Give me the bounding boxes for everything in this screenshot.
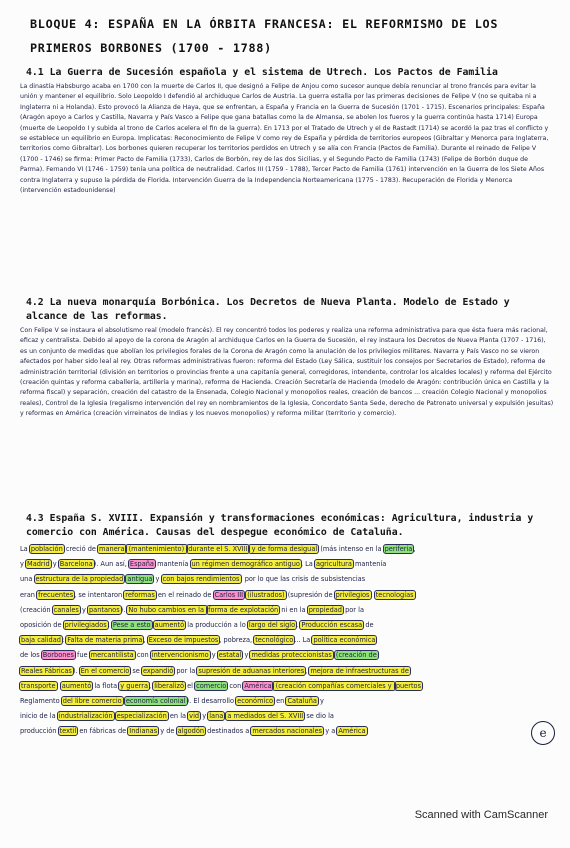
plain-phrase: de los bbox=[20, 651, 42, 660]
section-4-2 bbox=[20, 296, 554, 420]
highlighted-phrase: Falta de materia prima bbox=[67, 636, 143, 645]
highlighted-phrase: supresión de aduanas interiores bbox=[198, 666, 305, 675]
highlighted-phrase: un régimen demográfico antiguo bbox=[191, 560, 300, 569]
highlighted-phrase: económico bbox=[237, 697, 273, 706]
plain-phrase: y bbox=[200, 712, 209, 721]
plain-phrase: . bbox=[296, 621, 301, 630]
highlighted-phrase: España bbox=[129, 560, 154, 569]
scanner-watermark: Scanned with CamScanner bbox=[414, 809, 548, 821]
highlighted-line bbox=[20, 557, 554, 572]
highlighted-phrase: tecnológico bbox=[255, 636, 294, 645]
plain-phrase: (más intenso en la bbox=[318, 545, 384, 553]
highlighted-phrase: (creación de bbox=[335, 651, 377, 660]
highlighted-phrase: reformas bbox=[125, 590, 155, 599]
plain-phrase: creció de bbox=[63, 545, 99, 553]
plain-phrase: inicio de la bbox=[20, 712, 58, 721]
plain-phrase: . bbox=[107, 621, 112, 630]
highlighted-phrase: con bajos rendimientos bbox=[162, 575, 240, 584]
plain-phrase: se dio la bbox=[304, 712, 334, 721]
plain-phrase: ... La bbox=[294, 636, 313, 645]
highlighted-line bbox=[20, 724, 554, 739]
highlighted-phrase: intervencionismo bbox=[151, 651, 209, 660]
plain-phrase: una bbox=[20, 575, 35, 584]
plain-phrase: , bbox=[149, 681, 154, 690]
plain-phrase: y bbox=[209, 651, 218, 660]
plain-phrase: por la bbox=[174, 666, 198, 675]
highlighted-phrase: vid bbox=[189, 712, 200, 721]
plain-phrase: (creación bbox=[20, 605, 53, 614]
plain-phrase: , bbox=[143, 636, 148, 645]
plain-phrase: , bbox=[370, 590, 375, 599]
plain-phrase: y de bbox=[158, 727, 177, 736]
highlighted-phrase: expandió bbox=[142, 666, 174, 675]
highlighted-phrase: Producción escasa bbox=[301, 621, 363, 630]
plain-phrase: con bbox=[227, 681, 244, 690]
page-mark-icon: e bbox=[531, 721, 555, 745]
highlighted-phrase: mejora de infraestructuras de bbox=[310, 666, 409, 675]
highlighted-phrase: largo del siglo bbox=[248, 621, 296, 630]
highlighted-phrase: algodón bbox=[177, 727, 205, 736]
plain-phrase: , pobreza, bbox=[219, 636, 255, 645]
plain-phrase: , por lo que las crisis de subsistencias bbox=[240, 575, 366, 584]
highlighted-phrase: puertos bbox=[395, 681, 421, 690]
section-4-1 bbox=[20, 66, 554, 196]
section-4-1-text: La dinastía Habsburgo acaba en 1700 con la muerte de Carlos II, que designó a Felipe de Anjou como sucesor aunque debía renunciar al trono francés para evitar la unión y mantener el equilibrio. Solo Leopoldo I defendió al archiduque Carlos de Austria. La guerra estalla por las primeras decisiones de Felipe V (no se quitaba ni a Inglaterra ni a Holanda). Esto provocó la Alianza de Haya, que se enfrentan, a España y Francia en la Guerra de Sucesión (1701 - 1715). Escenarios principales: España (Aragón apoyo a Carlos y Castilla, Navarra y País Vasco a Felipe que gana batallas como la de Almansa, se abolen los fueros y la guerra continúa hasta 1714) Europa (muerte de Leopoldo I y subida al trono de Carlos acelera el fin de la guerra). En 1713 por el Tratado de Utrech y el de Rastadt (1714) se acordó la paz tras el conflicto y se establece un equilibrio en Europa. Implicatas: Reconocimiento de Felipe V como rey de España y pérdida de territorios europeos (Gibraltar y Menorca para Inglaterra, territorios como Gibraltar). Los borbones quieren recuperar los territorios perdidos en Utrech y se alía con Francia (Pactos de Familia). Durante el reinado de Felipe V (1700 - 1746) se firma: Primer Pacto de Familia (1733), Carlos de Borbón, rey de las dos Sicilias, y el Segundo Pacto de Familia (1743) (Felipe de Borbón duque de Parma). Fernando VI (1746 - 1759) tenía una política de neutralidad. Carlos III (1759 - 1788), Tercer Pacto de Familia (1761) intervención en la Guerra de los Siete Años contra Inglaterra y supuso la pérdida de Florida. Intervención Guerra de la Independencia Norteamericana (1775 - 1783). Recuperación de Florida y Menorca (intervención estadounidense) bbox=[20, 83, 549, 195]
plain-phrase: : bbox=[61, 636, 67, 645]
plain-phrase: y bbox=[242, 651, 251, 660]
section-4-2-heading: 4.2 La nueva monarquía Borbónica. Los Decretos de Nueva Planta. Modelo de Estado y alcance de las reformas. bbox=[26, 297, 510, 322]
plain-phrase: ). bbox=[120, 605, 128, 614]
plain-phrase: con bbox=[134, 651, 151, 660]
highlighted-phrase: frecuentes bbox=[38, 590, 74, 599]
plain-phrase: y bbox=[20, 560, 26, 569]
plain-phrase: La bbox=[20, 545, 30, 553]
highlighted-phrase: industrialización bbox=[58, 712, 113, 721]
highlighted-phrase: (ilustrados) bbox=[247, 590, 285, 599]
highlighted-phrase: privilegiados bbox=[64, 621, 107, 630]
section-4-2-text: Con Felipe V se instaura el absolutismo real (modelo francés). El rey concentró todos los poderes y realiza una reforma administrativa para que ésta fuera más racional, eficaz y centralista. Debido al apoyo de la corona de Aragón al archiduque Carlos en la Guerra de Sucesión, el rey instaura los Decretos de Nueva Planta (1707 - 1716), es un conjunto de medidas que abolían los privilegios forales de la Corona de Aragón como la anulación de los privilegios militares. Navarra y País Vasco no se vieron afectados por haber sido leal al rey. Otras reformas administrativas fueron: reforma del Estado (Ley Sálica, sustituir los consejos por Secretarios de Estado), reforma de administración territorial (división en territorios o provincias frente a una capitanía general, corregidores, intendente, controlar los alcaldes locales) y reforma del Ejército (creación quintas y reforma caballería, artillería y marina), reforma de Hacienda. Creación Secretaría de Hacienda (modelo de Aragón: contribución única en Castilla y la reforma fiscal) y separación, creación del catastro de la Ensenada, Colegio Nacional y monopolios reales, creación de bancos ... creación Colegio Nacional y monopolios reales), Control de la Iglesia (regalismo intervención del rey en nombramientos de la Iglesia, Concordato Santa Sede, derecho de Patronato universal y expulsión jesuitas) y reformas en América (creación virreinatos de Indias y los nuevos monopolios) y reforma militar (territorio y comercio). bbox=[20, 327, 554, 418]
highlighted-line bbox=[20, 709, 554, 724]
highlighted-phrase: del libre comercio bbox=[62, 697, 122, 706]
highlighted-phrase: Reales Fábricas bbox=[21, 666, 72, 675]
plain-phrase: , bbox=[56, 681, 61, 690]
highlighted-phrase: (mantenimiento) bbox=[126, 545, 187, 553]
highlighted-line bbox=[20, 542, 554, 557]
plain-phrase: el bbox=[185, 681, 196, 690]
plain-phrase: y bbox=[50, 560, 59, 569]
highlighted-phrase: aumentó bbox=[154, 621, 185, 630]
highlighted-phrase: y de forma desigual bbox=[249, 545, 318, 553]
plain-phrase: y bbox=[317, 697, 324, 706]
highlighted-phrase: política económica bbox=[313, 636, 376, 645]
highlighted-line bbox=[20, 603, 554, 618]
plain-phrase: en la bbox=[167, 712, 189, 721]
section-4-1-heading: 4.1 La Guerra de Sucesión española y el sistema de Utrech. Los Pactos de Familia bbox=[26, 67, 498, 78]
highlighted-phrase: textil bbox=[59, 727, 77, 736]
plain-phrase: fue bbox=[74, 651, 90, 660]
highlighted-line bbox=[20, 588, 554, 603]
section-4-3-text bbox=[20, 542, 554, 740]
plain-phrase: por la bbox=[342, 605, 364, 614]
highlighted-phrase: Cataluña bbox=[287, 697, 317, 706]
plain-phrase: . bbox=[366, 727, 369, 736]
highlighted-phrase: periferia bbox=[384, 545, 413, 553]
plain-phrase: ). Aun así, bbox=[93, 560, 129, 569]
highlighted-phrase: y guerra bbox=[120, 681, 148, 690]
highlighted-phrase: medidas proteccionistas bbox=[251, 651, 332, 660]
plain-phrase: , se intentaron bbox=[74, 590, 125, 599]
highlighted-phrase: aumentó bbox=[61, 681, 92, 690]
plain-phrase: y a bbox=[323, 727, 338, 736]
highlighted-line bbox=[20, 664, 554, 679]
highlighted-phrase: estructura de la propiedad bbox=[35, 575, 124, 584]
title-line-1: BLOQUE 4: ESPAÑA EN LA ÓRBITA FRANCESA: EL REFORMISMO DE LOS bbox=[30, 17, 499, 31]
highlighted-phrase: Madrid bbox=[27, 560, 50, 569]
highlighted-phrase: población bbox=[30, 545, 63, 553]
highlighted-phrase: América bbox=[244, 681, 272, 690]
plain-phrase: se bbox=[130, 666, 142, 675]
plain-phrase: eran bbox=[20, 590, 38, 599]
highlighted-phrase: (creación compañías comerciales y bbox=[273, 681, 394, 690]
title-line-2: PRIMEROS BORBONES (1700 - 1788) bbox=[30, 41, 272, 55]
highlighted-phrase: Indianas bbox=[129, 727, 158, 736]
plain-phrase: la flota bbox=[92, 681, 120, 690]
highlighted-phrase: América bbox=[338, 727, 366, 736]
highlighted-phrase: mercantilista bbox=[90, 651, 134, 660]
plain-phrase: ni en la bbox=[279, 605, 308, 614]
highlighted-line bbox=[20, 572, 554, 587]
plain-phrase: , bbox=[413, 545, 416, 553]
section-4-3-heading: 4.3 España S. XVIII. Expansión y transformaciones económicas: Agricultura, industria y comercio con América. Causas del despegue económico de Cataluña. bbox=[26, 513, 534, 538]
highlighted-phrase: lana bbox=[209, 712, 224, 721]
plain-phrase: , bbox=[305, 666, 310, 675]
highlighted-phrase: canales bbox=[53, 605, 79, 614]
highlighted-phrase: agricultura bbox=[315, 560, 352, 569]
highlighted-line bbox=[20, 679, 554, 694]
plain-phrase: mantenía bbox=[154, 560, 191, 569]
plain-phrase: de bbox=[363, 621, 374, 630]
highlighted-line bbox=[20, 694, 554, 709]
highlighted-phrase: baja calidad bbox=[21, 636, 61, 645]
plain-phrase: destinados a bbox=[205, 727, 252, 736]
section-4-3 bbox=[20, 512, 554, 740]
plain-phrase: ). El desarrollo bbox=[186, 697, 237, 706]
highlighted-phrase: Carlos III bbox=[214, 590, 244, 599]
page-title bbox=[30, 12, 560, 60]
plain-phrase: producción bbox=[20, 727, 59, 736]
plain-phrase: en fábricas de bbox=[77, 727, 129, 736]
highlighted-phrase: economía colonial bbox=[125, 697, 186, 706]
highlighted-phrase: especialización bbox=[116, 712, 167, 721]
plain-phrase: mantenía bbox=[352, 560, 387, 569]
highlighted-line bbox=[20, 618, 554, 633]
plain-phrase: oposición de bbox=[20, 621, 64, 630]
plain-phrase: Reglamento bbox=[20, 697, 62, 706]
highlighted-phrase: manera bbox=[99, 545, 125, 553]
highlighted-phrase: propiedad bbox=[308, 605, 342, 614]
highlighted-phrase: privilegios bbox=[335, 590, 370, 599]
highlighted-line bbox=[20, 633, 554, 648]
highlighted-phrase: a mediados del S. XVIII bbox=[227, 712, 304, 721]
highlighted-phrase: comercio bbox=[196, 681, 227, 690]
plain-phrase: (supresión de bbox=[285, 590, 335, 599]
highlighted-phrase: pantanos bbox=[88, 605, 120, 614]
highlighted-phrase: Pese a esto bbox=[112, 621, 151, 630]
highlighted-phrase: transporte bbox=[21, 681, 56, 690]
plain-phrase: en el reinado de bbox=[155, 590, 214, 599]
highlighted-phrase: Exceso de impuestos bbox=[148, 636, 219, 645]
highlighted-phrase: mercados nacionales bbox=[252, 727, 323, 736]
plain-phrase: ). bbox=[72, 666, 80, 675]
highlighted-phrase: estatal bbox=[218, 651, 242, 660]
plain-phrase: en bbox=[274, 697, 287, 706]
highlighted-phrase: Borbones bbox=[42, 651, 74, 660]
highlighted-phrase: antigua bbox=[127, 575, 153, 584]
plain-phrase: y bbox=[153, 575, 162, 584]
plain-phrase: la producción a lo bbox=[185, 621, 248, 630]
highlighted-phrase: durante el S. XVIII bbox=[188, 545, 248, 553]
highlighted-line bbox=[20, 648, 554, 663]
highlighted-phrase: liberalizó bbox=[154, 681, 185, 690]
plain-phrase: y bbox=[79, 605, 88, 614]
plain-phrase: . La bbox=[300, 560, 315, 569]
highlighted-phrase: No hubo cambios en la bbox=[128, 605, 207, 614]
highlighted-phrase: Barcelona bbox=[59, 560, 93, 569]
highlighted-phrase: tecnologías bbox=[375, 590, 414, 599]
highlighted-phrase: En el comercio bbox=[80, 666, 130, 675]
highlighted-phrase: forma de explotación bbox=[208, 605, 279, 614]
